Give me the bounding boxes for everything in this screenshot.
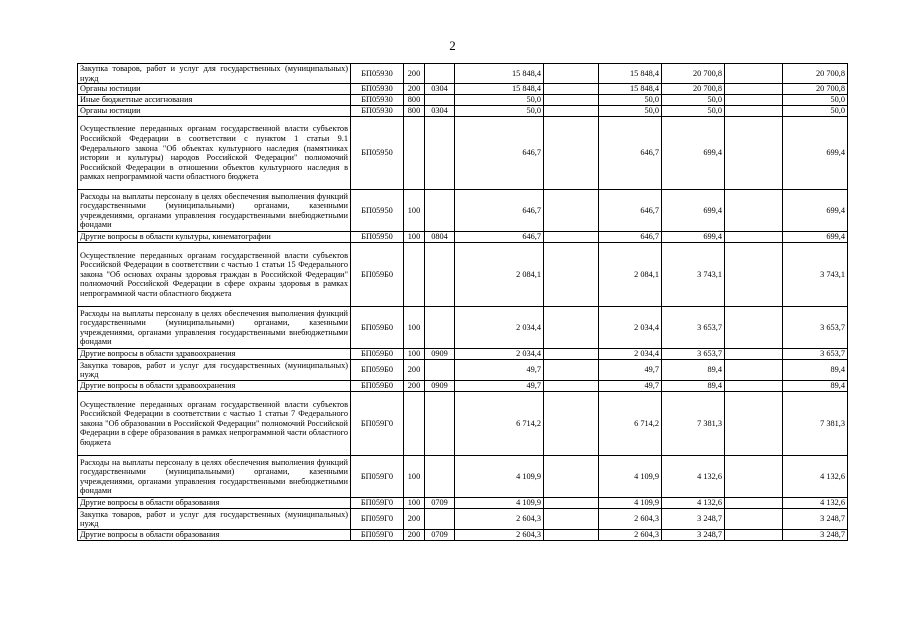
row-expense-type: 100	[404, 456, 425, 498]
row-section: 0804	[425, 232, 455, 243]
table-row	[78, 381, 848, 392]
row-amount-next: 3 653,7	[662, 349, 725, 360]
row-amount-total: 49,7	[599, 360, 662, 381]
row-name: Другие вопросы в области образования	[78, 498, 351, 509]
row-amount-next: 699,4	[662, 190, 725, 232]
row-section: 0304	[425, 84, 455, 95]
row-amount: 15 848,4	[455, 84, 544, 95]
row-amount-next: 699,4	[662, 117, 725, 190]
row-empty-cell	[544, 360, 599, 381]
row-code: БП059Г0	[351, 392, 404, 456]
row-amount-total: 2 084,1	[599, 243, 662, 307]
row-empty-cell	[544, 243, 599, 307]
row-expense-type: 200	[404, 64, 425, 84]
row-empty-cell	[725, 106, 783, 117]
row-amount: 646,7	[455, 190, 544, 232]
row-amount-next-total: 3 248,7	[783, 509, 848, 530]
row-amount-total: 2 034,4	[599, 307, 662, 349]
row-section	[425, 243, 455, 307]
row-amount: 4 109,9	[455, 498, 544, 509]
row-empty-cell	[544, 95, 599, 106]
row-amount-next: 20 700,8	[662, 84, 725, 95]
row-code: БП05930	[351, 84, 404, 95]
row-section	[425, 509, 455, 530]
row-amount-total: 4 109,9	[599, 498, 662, 509]
row-section: 0709	[425, 498, 455, 509]
table-row	[78, 349, 848, 360]
table-row	[78, 530, 848, 541]
row-amount-next-total: 3 653,7	[783, 349, 848, 360]
row-code: БП05930	[351, 64, 404, 84]
row-section	[425, 456, 455, 498]
row-code: БП059Б0	[351, 307, 404, 349]
row-empty-cell	[544, 530, 599, 541]
row-expense-type: 800	[404, 95, 425, 106]
row-code: БП059Г0	[351, 530, 404, 541]
row-section	[425, 392, 455, 456]
row-code: БП05950	[351, 232, 404, 243]
row-empty-cell	[725, 392, 783, 456]
table-row	[78, 117, 848, 190]
row-expense-type	[404, 243, 425, 307]
row-empty-cell	[725, 456, 783, 498]
row-empty-cell	[544, 106, 599, 117]
row-amount-next: 3 248,7	[662, 530, 725, 541]
row-code: БП05950	[351, 190, 404, 232]
row-expense-type: 200	[404, 381, 425, 392]
row-code: БП059Г0	[351, 509, 404, 530]
table-row	[78, 84, 848, 95]
table-row	[78, 498, 848, 509]
table-row	[78, 232, 848, 243]
row-amount-next: 89,4	[662, 360, 725, 381]
row-empty-cell	[544, 392, 599, 456]
row-empty-cell	[725, 381, 783, 392]
row-empty-cell	[725, 64, 783, 84]
row-code: БП059Б0	[351, 349, 404, 360]
row-amount: 2 034,4	[455, 307, 544, 349]
row-expense-type: 100	[404, 232, 425, 243]
row-name: Другие вопросы в области культуры, кинематографии	[78, 232, 351, 243]
row-amount-next: 3 743,1	[662, 243, 725, 307]
row-code: БП059Б0	[351, 360, 404, 381]
table-row	[78, 392, 848, 456]
row-amount-next-total: 20 700,8	[783, 84, 848, 95]
table-row	[78, 106, 848, 117]
row-expense-type: 100	[404, 349, 425, 360]
row-name: Расходы на выплаты персоналу в целях обеспечения выполнения функций государственными (муниципальными) органами, казенными учреждениями, органами управления государственными внебюджетными фондами	[78, 456, 351, 498]
row-amount-total: 50,0	[599, 106, 662, 117]
row-empty-cell	[544, 117, 599, 190]
row-empty-cell	[725, 360, 783, 381]
row-amount-total: 49,7	[599, 381, 662, 392]
row-empty-cell	[544, 349, 599, 360]
row-amount-total: 2 604,3	[599, 530, 662, 541]
row-empty-cell	[725, 243, 783, 307]
row-name: Другие вопросы в области образования	[78, 530, 351, 541]
row-amount: 49,7	[455, 381, 544, 392]
row-empty-cell	[725, 84, 783, 95]
row-amount-next: 50,0	[662, 95, 725, 106]
row-amount-next-total: 50,0	[783, 95, 848, 106]
row-empty-cell	[544, 456, 599, 498]
row-amount-next: 7 381,3	[662, 392, 725, 456]
row-amount: 15 848,4	[455, 64, 544, 84]
row-empty-cell	[544, 498, 599, 509]
row-empty-cell	[544, 232, 599, 243]
row-amount-next-total: 4 132,6	[783, 456, 848, 498]
row-expense-type: 100	[404, 307, 425, 349]
row-code: БП05950	[351, 117, 404, 190]
row-amount-total: 646,7	[599, 232, 662, 243]
row-section: 0909	[425, 381, 455, 392]
row-amount: 49,7	[455, 360, 544, 381]
table-row	[78, 456, 848, 498]
row-empty-cell	[725, 349, 783, 360]
row-section: 0909	[425, 349, 455, 360]
row-amount-total: 15 848,4	[599, 64, 662, 84]
row-name: Органы юстиции	[78, 106, 351, 117]
row-amount: 4 109,9	[455, 456, 544, 498]
row-amount-total: 646,7	[599, 117, 662, 190]
row-amount-total: 15 848,4	[599, 84, 662, 95]
row-name: Другие вопросы в области здравоохранения	[78, 349, 351, 360]
row-amount-next-total: 20 700,8	[783, 64, 848, 84]
row-empty-cell	[725, 307, 783, 349]
row-amount: 646,7	[455, 117, 544, 190]
row-amount-next-total: 699,4	[783, 232, 848, 243]
row-amount-next-total: 89,4	[783, 381, 848, 392]
row-name: Осуществление переданных органам государственной власти субъектов Российской Федерации в соответствии с частью 1 статьи 7 Федерального закона "Об образовании в Российской Федерации" полномочий Российской Федерации в сфере образования в рамках непрограммной части областного бюджета	[78, 392, 351, 456]
row-empty-cell	[544, 307, 599, 349]
row-amount-next-total: 4 132,6	[783, 498, 848, 509]
row-section	[425, 190, 455, 232]
row-empty-cell	[725, 117, 783, 190]
row-name: Органы юстиции	[78, 84, 351, 95]
row-amount-next-total: 7 381,3	[783, 392, 848, 456]
row-code: БП059Б0	[351, 381, 404, 392]
row-code: БП059Б0	[351, 243, 404, 307]
row-empty-cell	[725, 530, 783, 541]
row-expense-type: 200	[404, 360, 425, 381]
row-expense-type: 200	[404, 530, 425, 541]
row-empty-cell	[544, 381, 599, 392]
row-name: Закупка товаров, работ и услуг для государственных (муниципальных) нужд	[78, 64, 351, 84]
row-amount-next-total: 3 248,7	[783, 530, 848, 541]
row-code: БП059Г0	[351, 498, 404, 509]
row-amount-next-total: 3 743,1	[783, 243, 848, 307]
row-amount-next: 4 132,6	[662, 498, 725, 509]
row-empty-cell	[725, 498, 783, 509]
row-expense-type: 200	[404, 84, 425, 95]
row-amount: 2 604,3	[455, 530, 544, 541]
row-name: Закупка товаров, работ и услуг для государственных (муниципальных) нужд	[78, 509, 351, 530]
row-amount-next-total: 50,0	[783, 106, 848, 117]
table-row	[78, 243, 848, 307]
row-amount: 2 034,4	[455, 349, 544, 360]
row-name: Осуществление переданных органам государственной власти субъектов Российской Федерации в соответствии с пунктом 1 статьи 9.1 Федерального закона "Об объектах культурного наследия (памятниках истории и культуры) народов Российской Федерации" полномочий Российской Федерации в отношении объектов культурного наследия в рамках непрограммной части областного бюджета	[78, 117, 351, 190]
row-code: БП05930	[351, 95, 404, 106]
row-empty-cell	[725, 190, 783, 232]
row-name: Закупка товаров, работ и услуг для государственных (муниципальных) нужд	[78, 360, 351, 381]
row-amount-next-total: 3 653,7	[783, 307, 848, 349]
row-name: Расходы на выплаты персоналу в целях обеспечения выполнения функций государственными (муниципальными) органами, казенными учреждениями, органами управления государственными внебюджетными фондами	[78, 307, 351, 349]
row-amount: 646,7	[455, 232, 544, 243]
row-section	[425, 117, 455, 190]
row-empty-cell	[544, 84, 599, 95]
row-empty-cell	[725, 232, 783, 243]
table-row	[78, 190, 848, 232]
row-empty-cell	[725, 509, 783, 530]
row-amount-next: 20 700,8	[662, 64, 725, 84]
row-section	[425, 307, 455, 349]
row-amount-total: 2 034,4	[599, 349, 662, 360]
row-amount-next: 699,4	[662, 232, 725, 243]
row-amount-next-total: 699,4	[783, 117, 848, 190]
row-amount-total: 6 714,2	[599, 392, 662, 456]
row-name: Расходы на выплаты персоналу в целях обеспечения выполнения функций государственными (муниципальными) органами, казенными учреждениями, органами управления государственными внебюджетными фондами	[78, 190, 351, 232]
row-expense-type: 800	[404, 106, 425, 117]
row-amount-total: 2 604,3	[599, 509, 662, 530]
row-section	[425, 360, 455, 381]
row-section	[425, 95, 455, 106]
table-row	[78, 509, 848, 530]
row-amount: 50,0	[455, 95, 544, 106]
row-amount-next-total: 699,4	[783, 190, 848, 232]
row-name: Другие вопросы в области здравоохранения	[78, 381, 351, 392]
row-amount-total: 50,0	[599, 95, 662, 106]
table-row	[78, 360, 848, 381]
row-amount-next: 89,4	[662, 381, 725, 392]
row-amount-next: 50,0	[662, 106, 725, 117]
row-amount: 6 714,2	[455, 392, 544, 456]
page-number: 2	[449, 38, 456, 53]
row-name: Осуществление переданных органам государственной власти субъектов Российской Федерации в соответствии с частью 1 статьи 15 Федерального закона "Об основах охраны здоровья граждан в Российской Федерации" полномочий Российской Федерации в сфере охраны здоровья в рамках непрограммной части областного бюджета	[78, 243, 351, 307]
row-expense-type: 100	[404, 190, 425, 232]
row-expense-type	[404, 392, 425, 456]
row-amount-total: 646,7	[599, 190, 662, 232]
row-name: Иные бюджетные ассигнования	[78, 95, 351, 106]
row-amount: 2 604,3	[455, 509, 544, 530]
row-expense-type: 200	[404, 509, 425, 530]
row-amount-next-total: 89,4	[783, 360, 848, 381]
row-section: 0304	[425, 106, 455, 117]
row-expense-type	[404, 117, 425, 190]
budget-table	[77, 63, 848, 541]
row-empty-cell	[544, 64, 599, 84]
row-amount-next: 4 132,6	[662, 456, 725, 498]
row-code: БП05930	[351, 106, 404, 117]
row-expense-type: 100	[404, 498, 425, 509]
row-amount-next: 3 653,7	[662, 307, 725, 349]
row-amount: 50,0	[455, 106, 544, 117]
table-row	[78, 307, 848, 349]
row-amount-next: 3 248,7	[662, 509, 725, 530]
row-code: БП059Г0	[351, 456, 404, 498]
table-row	[78, 64, 848, 84]
row-empty-cell	[725, 95, 783, 106]
row-empty-cell	[544, 190, 599, 232]
row-empty-cell	[544, 509, 599, 530]
row-section: 0709	[425, 530, 455, 541]
table-row	[78, 95, 848, 106]
row-amount-total: 4 109,9	[599, 456, 662, 498]
row-amount: 2 084,1	[455, 243, 544, 307]
row-section	[425, 64, 455, 84]
